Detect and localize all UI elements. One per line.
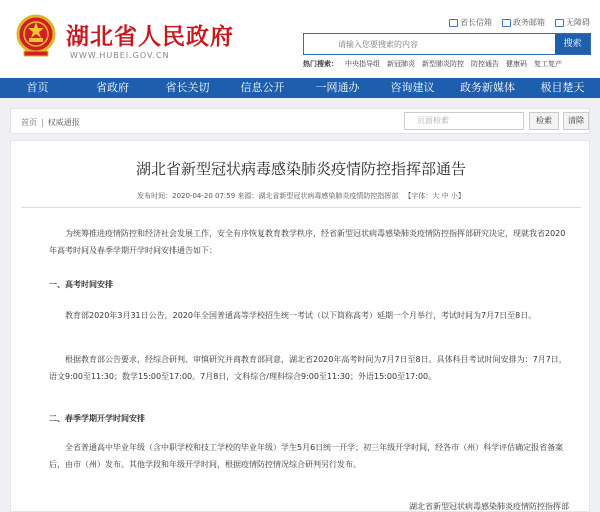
mailbox-icon bbox=[449, 19, 458, 27]
article-title: 湖北省新型冠状病毒感染肺炎疫情防控指挥部通告 bbox=[135, 160, 466, 178]
governor-mailbox-link[interactable]: 省长信箱 bbox=[449, 17, 492, 28]
site-search-button[interactable]: 搜索 bbox=[555, 34, 590, 54]
breadcrumb-separator: | bbox=[41, 118, 44, 127]
nav-one-stop[interactable]: 一网通办 bbox=[315, 81, 360, 94]
nav-new-media[interactable]: 政务新媒体 bbox=[460, 81, 515, 94]
article-paragraph: 为统筹推进疫情防控和经济社会发展工作，安全有序恢复教育教学秩序，经省新型冠状病毒感染肺炎疫情防控指挥部研究决定，现就我省2020年高考时间及春季学期开学时间安排通告如下： bbox=[49, 229, 566, 255]
article-paragraph: 全省普通高中毕业年级（含中职学校和技工学校的毕业年级）学生5月6日统一开学；初三年级开学时间，经各市（州）科学评估确定报省备案后，由市（州）发布。其他学段和年级开学时间，根据疫情防控情况综合研判另行发布。 bbox=[49, 443, 564, 469]
hot-term[interactable]: 防控通告 bbox=[471, 60, 499, 68]
page-search-input[interactable]: 页面检索 bbox=[404, 112, 524, 130]
font-size-switcher[interactable]: 【字体：大 中 小】 bbox=[404, 192, 465, 200]
hot-term[interactable]: 新冠肺炎 bbox=[387, 60, 415, 68]
page-search-button[interactable]: 检索 bbox=[529, 112, 559, 130]
breadcrumb-bar bbox=[10, 108, 590, 134]
gov-email-link[interactable]: 政务邮箱 bbox=[502, 17, 545, 28]
national-emblem-icon bbox=[16, 14, 56, 58]
section-heading: 一、高考时间安排 bbox=[49, 280, 113, 289]
hot-term[interactable]: 中央指导组 bbox=[345, 60, 380, 68]
article-paragraph: 教育部2020年3月31日公告，2020年全国普通高等学校招生统一考试（以下简称高考）延期一个月举行，考试时间为7月7日至8日。 bbox=[65, 311, 537, 320]
breadcrumb-current[interactable]: 权威通报 bbox=[47, 118, 80, 127]
site-logo-text[interactable]: 湖北省人民政府 bbox=[66, 24, 234, 50]
article-meta bbox=[11, 191, 591, 201]
breadcrumb bbox=[21, 117, 80, 128]
hot-term[interactable]: 新型肺炎防控 bbox=[422, 60, 464, 68]
page-clear-button[interactable]: 清除 bbox=[563, 112, 589, 130]
article-signature: 湖北省新型冠状病毒感染肺炎疫情防控指挥部 bbox=[409, 502, 569, 511]
hot-search-label: 热门搜索： bbox=[303, 60, 338, 68]
accessibility-icon bbox=[555, 19, 564, 27]
breadcrumb-home[interactable]: 首页 bbox=[21, 118, 37, 127]
divider bbox=[21, 207, 581, 208]
nav-jimu[interactable]: 极目楚天 bbox=[540, 81, 585, 94]
publish-info: 发布时间：2020-04-20 07:59 来源：湖北省新型冠状病毒感染肺炎疫情防控指挥部 bbox=[137, 192, 399, 200]
nav-info-disclosure[interactable]: 信息公开 bbox=[240, 81, 285, 94]
hot-term[interactable]: 健康码 bbox=[506, 60, 527, 68]
site-header bbox=[0, 0, 600, 78]
main-nav bbox=[0, 78, 600, 98]
accessibility-link[interactable]: 无障碍 bbox=[555, 17, 590, 28]
article-card bbox=[10, 140, 590, 512]
hot-search bbox=[303, 59, 562, 69]
site-search-input[interactable] bbox=[304, 34, 555, 54]
nav-consultation[interactable]: 咨询建议 bbox=[390, 81, 435, 94]
site-domain-text: WWW.HUBEI.GOV.CN bbox=[70, 51, 170, 60]
site-search bbox=[303, 33, 591, 55]
email-icon bbox=[502, 19, 511, 27]
nav-governor-concerns[interactable]: 省长关切 bbox=[165, 81, 210, 94]
section-heading: 二、春季学期开学时间安排 bbox=[49, 414, 145, 423]
article-paragraph: 根据教育部公告要求，经综合研判、审慎研究并商教育部同意，湖北省2020年高考时间为7月7日至8日。具体科目考试时间安排为：7月7日，语文9:00至11:30；数学15:00至17:00。7月8日，文科综合/理科综合9:00至11:30；外语15:00至17:00。 bbox=[49, 355, 567, 381]
nav-home[interactable]: 首页 bbox=[26, 81, 49, 94]
nav-provincial-gov[interactable]: 省政府 bbox=[96, 81, 129, 94]
hot-term[interactable]: 复工复产 bbox=[534, 60, 562, 68]
top-links bbox=[449, 17, 590, 28]
